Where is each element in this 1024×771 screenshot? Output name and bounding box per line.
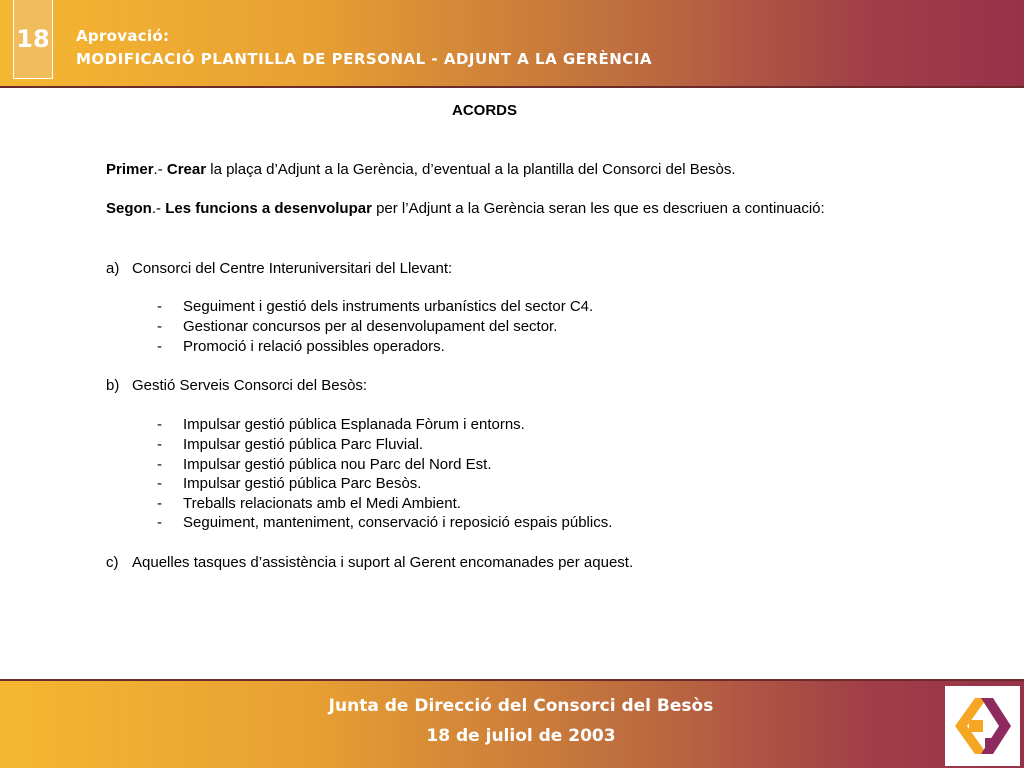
slide-number: 18 [13,0,53,79]
dash: - [157,416,162,433]
segon-lead: Les funcions a desenvolupar [165,200,372,217]
paragraph-primer [106,160,870,180]
header-title: MODIFICACIÓ PLANTILLA DE PERSONAL - ADJUNT A LA GERÈNCIA [76,50,653,68]
section-c-mark: c) [106,554,119,571]
footer-organization: Junta de Direcció del Consorci del Besòs [328,696,714,716]
segon-text: per l’Adjunt a la Gerència seran les que es descriuen a continuació: [371,200,825,217]
footer-date: 18 de juliol de 2003 [426,726,616,746]
bullet-text: Treballs relacionats amb el Medi Ambient. [183,495,461,512]
header-subtitle: Aprovació: [76,27,170,45]
section-c-text: Aquelles tasques d’assistència i suport al Gerent encomanades per aquest. [132,554,634,571]
paragraph-segon [106,199,870,219]
list-item [157,474,421,494]
primer-verb: Crear [166,161,207,178]
list-item [157,513,612,533]
logo-center-block [969,720,983,732]
page-heading: ACORDS [452,102,518,119]
bullet-text: Impulsar gestió pública nou Parc del Nord Est. [183,456,492,473]
segon-label: Segon [106,200,152,217]
bullet-text: Impulsar gestió pública Parc Besòs. [183,475,422,492]
bullet-text: Promoció i relació possibles operadors. [183,338,445,355]
dash: - [157,514,162,531]
consorci-logo [945,686,1020,766]
logo-lower-block [985,738,997,748]
slide-footer [0,679,1024,768]
list-item [157,415,525,435]
dash: - [157,436,162,453]
bullet-text: Gestionar concursos per al desenvolupament del sector. [183,318,558,335]
section-c-title [106,553,633,573]
primer-label: Primer [106,161,154,178]
list-item [157,494,461,514]
consorci-logo-icon [945,686,1020,766]
bullet-text: Impulsar gestió pública Esplanada Fòrum i entorns. [183,416,525,433]
section-b-title [106,376,367,396]
section-a-text: Consorci del Centre Interuniversitari del Llevant: [132,260,453,277]
section-a-title [106,259,452,279]
dash: - [157,298,162,315]
segon-separator: .- [151,200,166,217]
bullet-text: Impulsar gestió pública Parc Fluvial. [183,436,424,453]
dash: - [157,475,162,492]
dash: - [157,338,162,355]
dash: - [157,495,162,512]
list-item [157,317,557,337]
bullet-text: Seguiment i gestió dels instruments urbanístics del sector C4. [183,298,594,315]
dash: - [157,318,162,335]
list-item [157,435,423,455]
primer-text: la plaça d’Adjunt a la Gerència, d’eventual a la plantilla del Consorci del Besòs. [206,161,736,178]
section-a-mark: a) [106,260,120,277]
primer-separator: .- [153,161,167,178]
list-item [157,337,445,357]
slide-header [0,0,1024,88]
list-item [157,455,492,475]
section-b-text: Gestió Serveis Consorci del Besòs: [132,377,368,394]
dash: - [157,456,162,473]
bullet-text: Seguiment, manteniment, conservació i reposició espais públics. [183,514,613,531]
section-b-mark: b) [106,377,120,394]
list-item [157,297,593,317]
